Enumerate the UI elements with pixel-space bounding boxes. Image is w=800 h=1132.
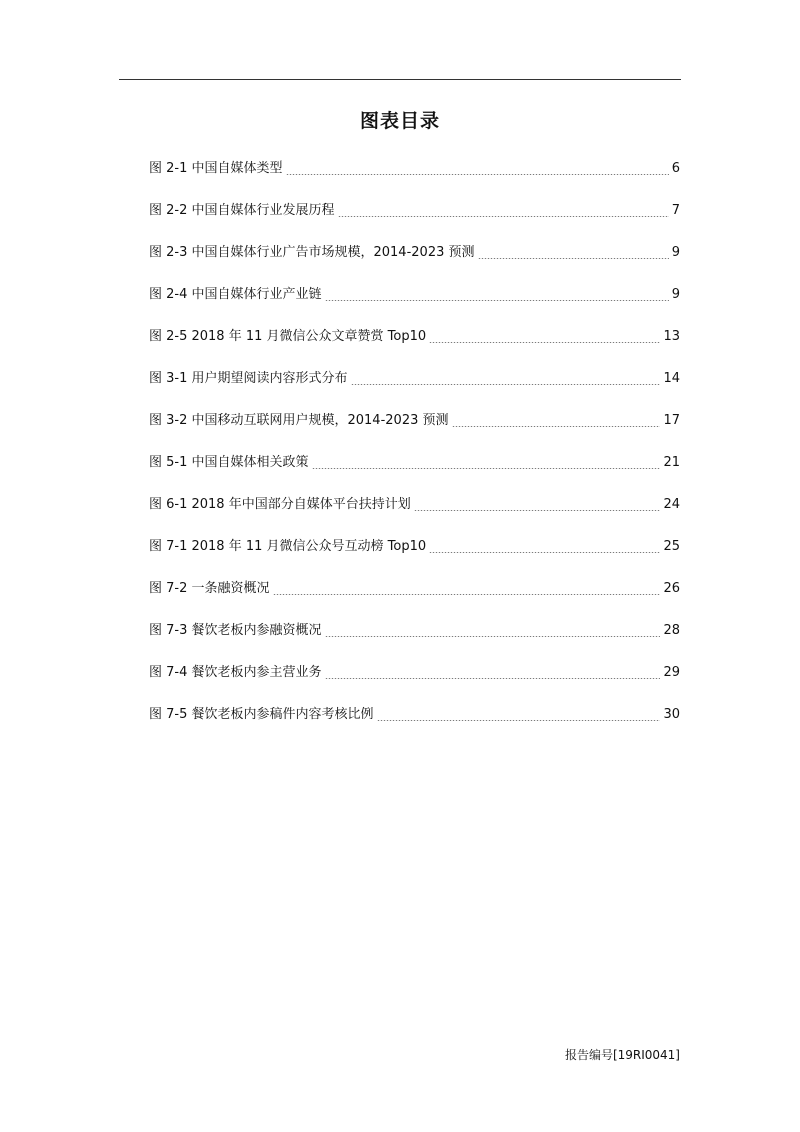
toc-entry-page: 25 bbox=[663, 539, 680, 554]
toc-entry-page: 7 bbox=[671, 203, 680, 218]
toc-entry[interactable] bbox=[149, 652, 680, 694]
toc-entry-page: 21 bbox=[663, 455, 680, 470]
toc-entry-label: 图 2-4 中国自媒体行业产业链 bbox=[149, 287, 322, 302]
toc-entry-label: 图 7-3 餐饮老板内参融资概况 bbox=[149, 623, 322, 638]
toc-entry-label: 图 6-1 2018 年中国部分自媒体平台扶持计划 bbox=[149, 497, 411, 512]
toc-entry[interactable] bbox=[149, 148, 680, 190]
toc-entry-label: 图 2-5 2018 年 11 月微信公众文章赞赏 Top10 bbox=[149, 329, 427, 344]
toc-entry-label: 图 2-2 中国自媒体行业发展历程 bbox=[149, 203, 335, 218]
toc-entry-page: 30 bbox=[663, 707, 680, 722]
figure-toc-list bbox=[149, 148, 680, 736]
report-code: 报告编号[19RI0041] bbox=[564, 1048, 680, 1062]
toc-entry-label: 图 7-1 2018 年 11 月微信公众号互动榜 Top10 bbox=[149, 539, 427, 554]
toc-entry[interactable] bbox=[149, 232, 680, 274]
toc-dot-leader bbox=[338, 216, 669, 217]
toc-entry-label: 图 3-1 用户期望阅读内容形式分布 bbox=[149, 371, 348, 386]
toc-entry-label: 图 2-1 中国自媒体类型 bbox=[149, 161, 283, 176]
toc-dot-leader bbox=[429, 552, 660, 553]
toc-dot-leader bbox=[414, 510, 661, 511]
toc-entry[interactable] bbox=[149, 610, 680, 652]
toc-dot-leader bbox=[377, 720, 661, 721]
toc-entry[interactable] bbox=[149, 568, 680, 610]
header-rule bbox=[119, 79, 681, 80]
toc-entry[interactable] bbox=[149, 316, 680, 358]
toc-dot-leader bbox=[325, 678, 661, 679]
toc-dot-leader bbox=[325, 300, 669, 301]
toc-dot-leader bbox=[273, 594, 661, 595]
toc-entry-label: 图 5-1 中国自媒体相关政策 bbox=[149, 455, 309, 470]
toc-entry-page: 13 bbox=[663, 329, 680, 344]
toc-entry[interactable] bbox=[149, 694, 680, 736]
toc-entry-page: 9 bbox=[671, 287, 680, 302]
toc-entry-label: 图 7-5 餐饮老板内参稿件内容考核比例 bbox=[149, 707, 374, 722]
toc-dot-leader bbox=[478, 258, 669, 259]
toc-entry[interactable] bbox=[149, 190, 680, 232]
toc-dot-leader bbox=[286, 174, 669, 175]
toc-entry-page: 6 bbox=[671, 161, 680, 176]
toc-entry-page: 9 bbox=[671, 245, 680, 260]
toc-entry[interactable] bbox=[149, 526, 680, 568]
toc-entry[interactable] bbox=[149, 400, 680, 442]
toc-entry-page: 26 bbox=[663, 581, 680, 596]
toc-entry[interactable] bbox=[149, 274, 680, 316]
toc-entry-page: 29 bbox=[663, 665, 680, 680]
toc-dot-leader bbox=[312, 468, 661, 469]
toc-entry-label: 图 2-3 中国自媒体行业广告市场规模，2014-2023 预测 bbox=[149, 245, 475, 260]
toc-entry-page: 14 bbox=[663, 371, 680, 386]
toc-entry[interactable] bbox=[149, 442, 680, 484]
toc-dot-leader bbox=[429, 342, 660, 343]
toc-entry-page: 24 bbox=[663, 497, 680, 512]
toc-dot-leader bbox=[325, 636, 661, 637]
toc-dot-leader bbox=[452, 426, 661, 427]
toc-entry[interactable] bbox=[149, 358, 680, 400]
toc-entry-label: 图 7-4 餐饮老板内参主营业务 bbox=[149, 665, 322, 680]
toc-dot-leader bbox=[351, 384, 661, 385]
toc-entry[interactable] bbox=[149, 484, 680, 526]
toc-entry-page: 17 bbox=[663, 413, 680, 428]
toc-entry-label: 图 7-2 一条融资概况 bbox=[149, 581, 270, 596]
toc-entry-label: 图 3-2 中国移动互联网用户规模，2014-2023 预测 bbox=[149, 413, 449, 428]
page-title: 图表目录 bbox=[359, 110, 440, 132]
toc-entry-page: 28 bbox=[663, 623, 680, 638]
